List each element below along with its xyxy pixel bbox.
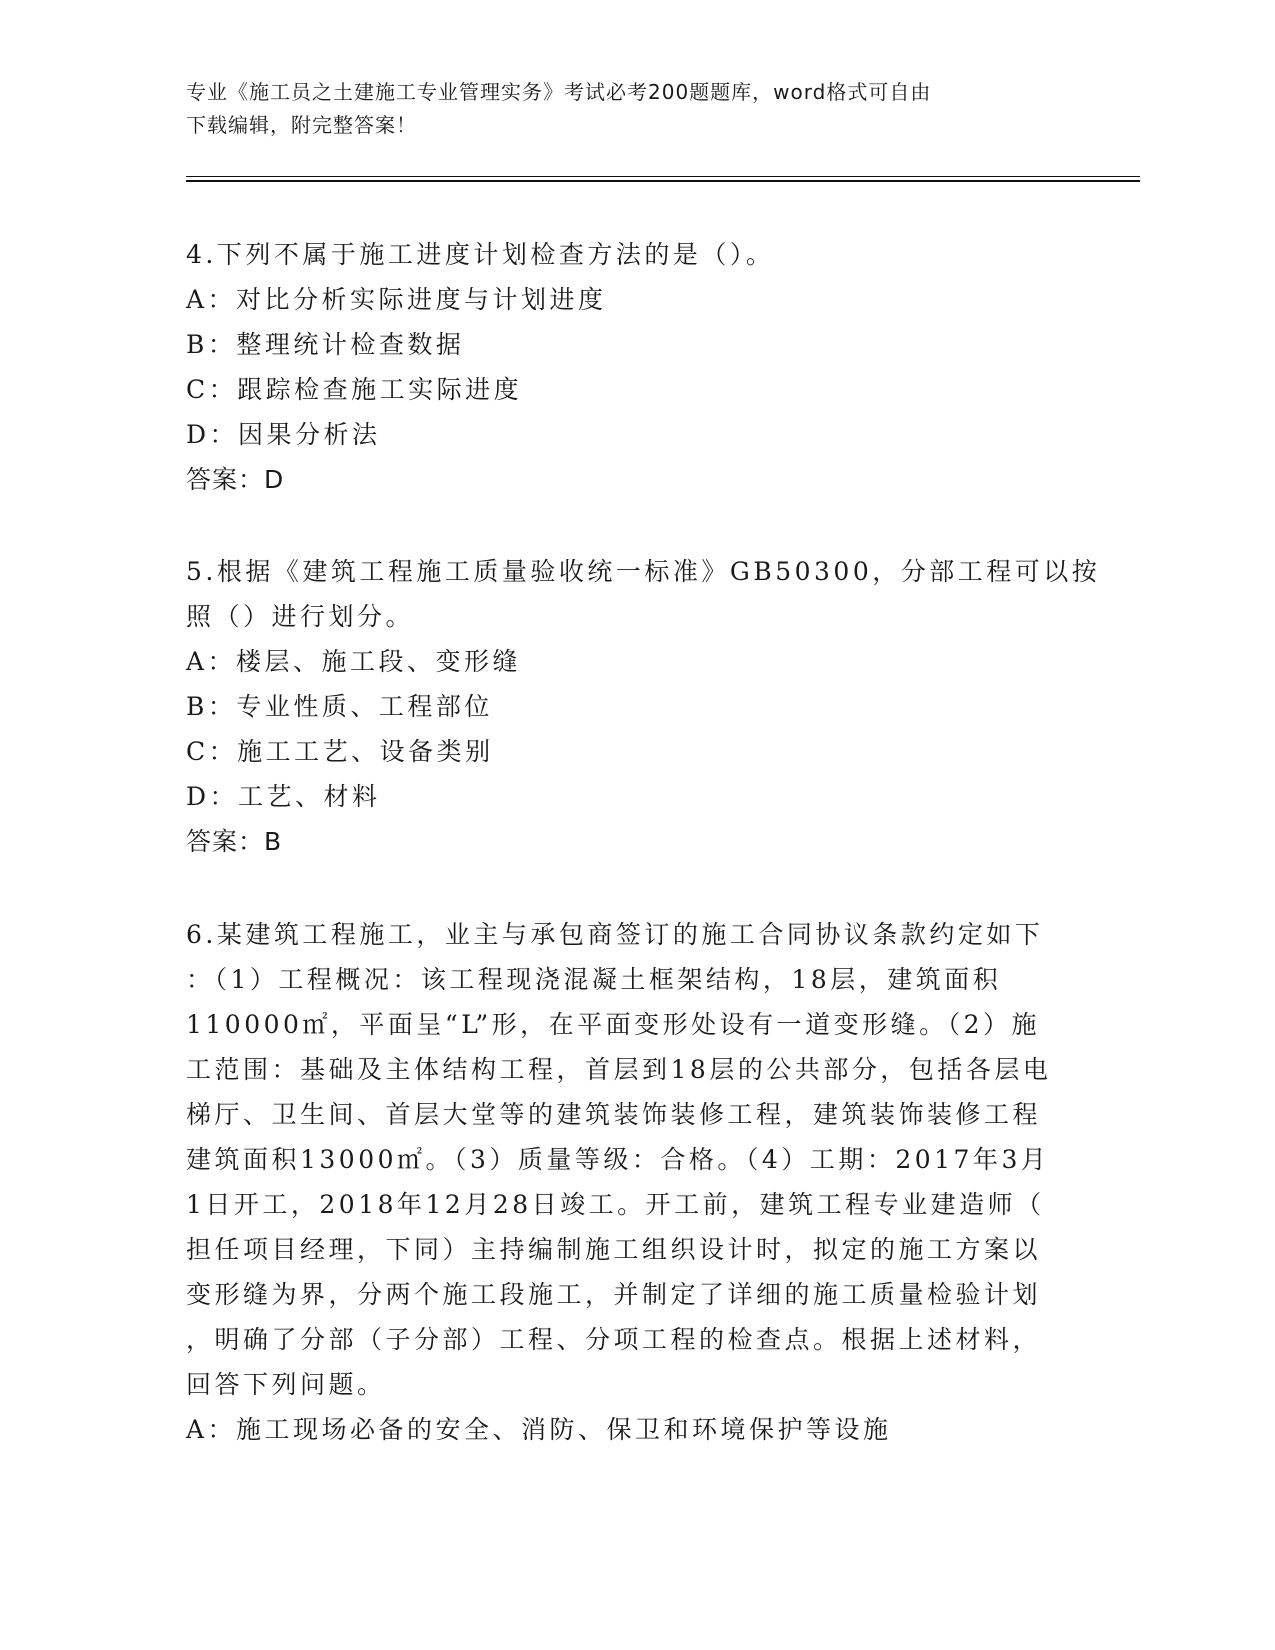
question-stem: 梯厅、卫生间、首层大堂等的建筑装饰装修工程，建筑装饰装修工程 [186, 1100, 1042, 1129]
question-stem: ，明确了分部（子分部）工程、分项工程的检查点。根据上述材料， [186, 1325, 1042, 1354]
question-stem: ：（1）工程概况：该工程现浇混凝土框架结构，18层，建筑面积 [186, 965, 1002, 994]
option-c: C：施工工艺、设备类别 [186, 737, 494, 766]
question-5 [186, 549, 1101, 864]
option-b: B：整理统计检查数据 [186, 330, 465, 359]
question-stem: 工范围：基础及主体结构工程，首层到18层的公共部分，包括各层电 [186, 1055, 1052, 1084]
option-d: D：工艺、材料 [186, 782, 381, 811]
question-stem: 6.某建筑工程施工，业主与承包商签订的施工合同协议条款约定如下 [186, 920, 1044, 949]
question-6 [186, 912, 1066, 1452]
option-a: A：对比分析实际进度与计划进度 [186, 285, 607, 314]
option-a: A：施工现场必备的安全、消防、保卫和环境保护等设施 [186, 1415, 892, 1444]
question-4 [186, 232, 1066, 502]
question-stem: 4.下列不属于施工进度计划检查方法的是（）。 [186, 240, 775, 269]
question-stem: 110000㎡，平面呈“L”形，在平面变形处设有一道变形缝。（2）施 [186, 1010, 1041, 1039]
question-stem: 回答下列问题。 [186, 1370, 386, 1399]
question-stem: 5.根据《建筑工程施工质量验收统一标准》GB50300，分部工程可以按 [186, 557, 1101, 586]
option-a: A：楼层、施工段、变形缝 [186, 647, 522, 676]
question-stem: 变形缝为界，分两个施工段施工，并制定了详细的施工质量检验计划 [186, 1280, 1042, 1309]
page-header [186, 76, 1066, 142]
header-divider-top [186, 176, 1140, 177]
header-line-1: 专业《施工员之土建施工专业管理实务》考试必考200题题库，word格式可自由 [186, 80, 932, 104]
option-d: D：因果分析法 [186, 420, 381, 449]
question-stem: 照（）进行划分。 [186, 602, 415, 631]
option-c: C：跟踪检查施工实际进度 [186, 375, 523, 404]
header-line-2: 下载编辑，附完整答案！ [186, 113, 417, 137]
option-b: B：专业性质、工程部位 [186, 692, 493, 721]
question-stem: 1日开工，2018年12月28日竣工。开工前，建筑工程专业建造师（ [186, 1190, 1045, 1219]
answer-label: 答案：D [186, 465, 285, 494]
question-stem: 建筑面积13000㎡。（3）质量等级：合格。（4）工期：2017年3月 [186, 1145, 1050, 1174]
question-stem: 担任项目经理，下同）主持编制施工组织设计时，拟定的施工方案以 [186, 1235, 1042, 1264]
header-divider-bottom [186, 180, 1140, 182]
answer-label: 答案：B [186, 827, 283, 856]
